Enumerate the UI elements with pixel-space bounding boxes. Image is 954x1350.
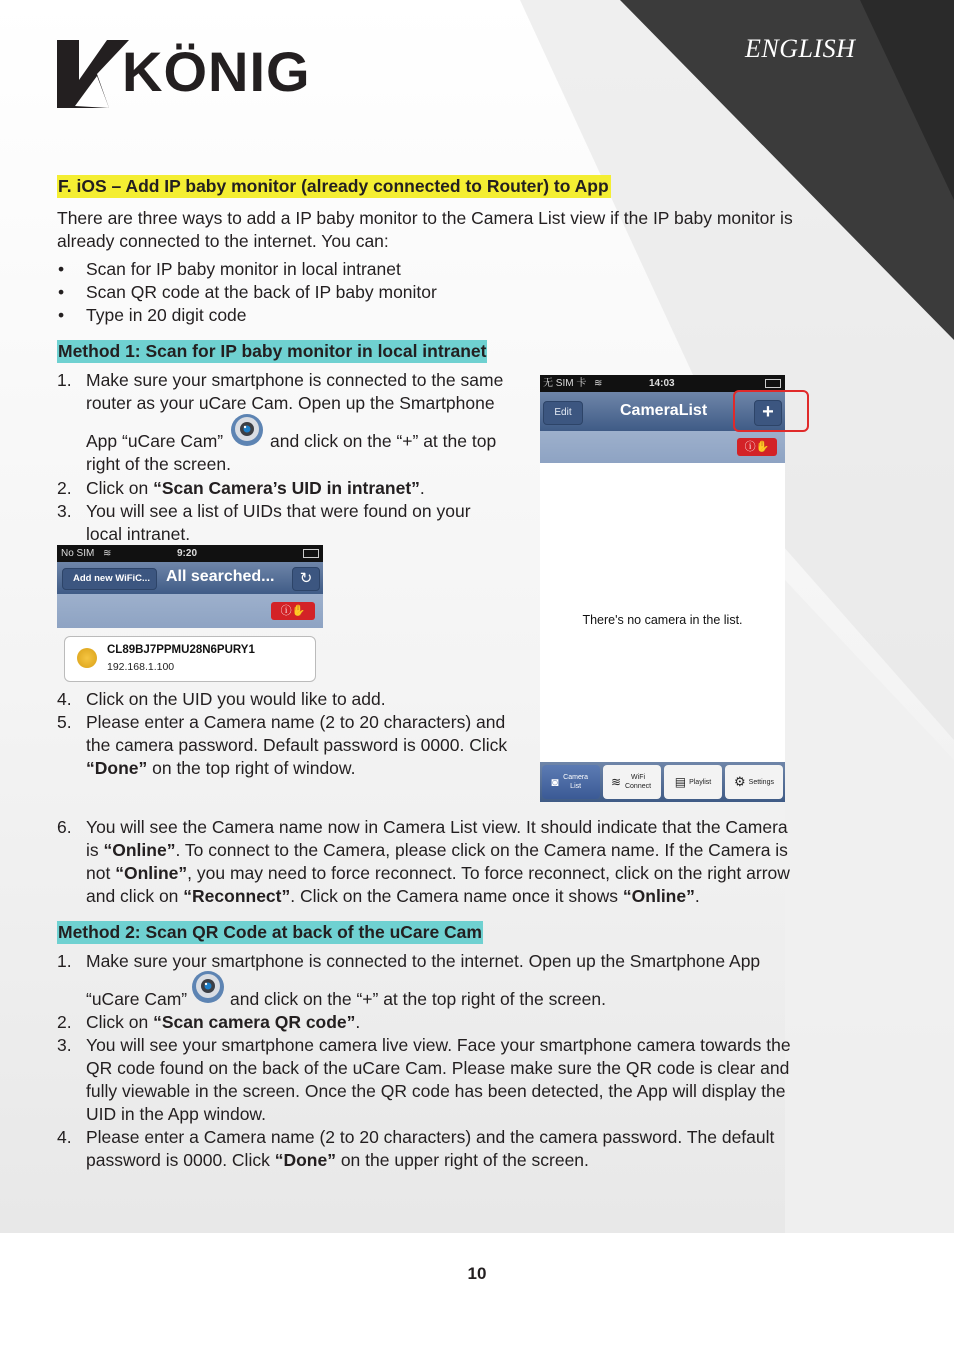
step-text-bold: “Scan camera QR code” — [153, 1012, 356, 1032]
edit-button[interactable] — [543, 401, 583, 425]
ip-text: 192.168.1.100 — [107, 661, 175, 673]
refresh-icon: ↻ — [299, 570, 313, 587]
step-number: 1. — [57, 370, 72, 390]
tab-label: Playlist — [689, 778, 712, 786]
step-text-part: . Click on the Camera name once it shows — [290, 886, 623, 906]
step-number: 4. — [57, 689, 72, 709]
tab-playlist[interactable] — [664, 765, 722, 799]
step-text-bold: “Scan Camera’s UID in intranet” — [153, 478, 420, 498]
alert-badge[interactable] — [737, 438, 777, 456]
empty-list-message: There's no camera in the list. — [582, 613, 743, 627]
step-text: right of the screen. — [86, 454, 231, 474]
step-text — [86, 862, 790, 885]
cameralist-screenshot — [540, 375, 785, 802]
footer-band — [0, 1233, 954, 1350]
step-text — [86, 839, 788, 862]
carrier-label: 无 SIM 卡 — [543, 378, 587, 389]
step-text-part: , you may need to force reconnect. To force reconnect, click on the right arrow — [187, 863, 790, 883]
toolbar-strip — [57, 594, 323, 628]
step-text: Click on the UID you would like to add. — [86, 689, 386, 709]
step-text: UID in the App window. — [86, 1104, 266, 1124]
step-text-part: and click on — [86, 886, 184, 906]
time-label: 9:20 — [177, 548, 198, 559]
brand-wordmark: KÖNIG — [122, 40, 311, 103]
step-text-bold: “Done” — [86, 758, 148, 778]
step-text-bold: “Online” — [622, 886, 695, 906]
tab-camera-list[interactable] — [542, 765, 600, 799]
bullet-item: Scan for IP baby monitor in local intranet — [86, 259, 401, 279]
tab-label: WiFi Connect — [624, 774, 652, 790]
step-number: 2. — [57, 1012, 72, 1032]
step-text — [86, 430, 223, 453]
back-button-label: Add new WiFiC... — [73, 573, 150, 584]
info-icon: ⓘ✋ — [280, 605, 306, 617]
add-button-label: + — [762, 401, 774, 423]
nav-title: CameraList — [620, 402, 708, 419]
playlist-icon: ▤ — [674, 775, 687, 789]
tab-label: Settings — [748, 778, 774, 786]
ucare-cam-icon — [191, 970, 225, 1009]
step-text-bold: “Online” — [115, 863, 188, 883]
step-text: Please enter a Camera name (2 to 20 characters) and the camera password. The default — [86, 1127, 775, 1147]
tab-bar — [540, 762, 785, 802]
step-text-part: password is 0000. Click — [86, 1150, 275, 1170]
info-icon: ⓘ✋ — [744, 441, 770, 453]
bullet-item: Scan QR code at the back of IP baby monitor — [86, 282, 437, 302]
step-text: QR code found on the back of the uCare Cam. Please make sure the QR code is clear and — [86, 1058, 790, 1078]
step-number: 2. — [57, 478, 72, 498]
step-text-part: . To connect to the Camera, please click on the Camera name. If the Camera is — [175, 840, 788, 860]
battery-icon — [303, 549, 319, 558]
intro-line-2: already connected to the internet. You can: — [57, 231, 389, 251]
add-button-highlight — [733, 390, 809, 432]
step-text: fully viewable in the screen. Once the QR code has been detected, the App will display the — [86, 1081, 786, 1101]
step-text: and click on the “+” at the top right of the screen. — [230, 989, 606, 1009]
step-number: 6. — [57, 817, 72, 837]
edit-button-label: Edit — [554, 407, 572, 418]
step-text-bold: “Online” — [103, 840, 176, 860]
step-text-part: not — [86, 863, 116, 883]
battery-icon — [765, 379, 781, 388]
step-text — [86, 1149, 589, 1172]
bullet-dot: • — [58, 282, 65, 302]
step-text-bold: “Reconnect” — [183, 886, 291, 906]
time-label: 14:03 — [649, 378, 675, 389]
step-number: 4. — [57, 1127, 72, 1147]
back-button[interactable] — [62, 568, 157, 590]
step-text: Make sure your smartphone is connected to the same — [86, 370, 504, 390]
step-text: local intranet. — [86, 524, 191, 544]
intro-line-1: There are three ways to add a IP baby monitor to the Camera List view if the IP baby monitor is — [57, 208, 793, 228]
language-label: ENGLISH — [745, 34, 856, 63]
step-text-part: Click on — [86, 478, 154, 498]
step-text — [86, 885, 700, 908]
step-text: Make sure your smartphone is connected to the internet. Open up the Smartphone App — [86, 951, 761, 971]
wifi-icon: ≋ — [594, 378, 603, 389]
toolbar-strip — [540, 431, 785, 463]
step-text: router as your uCare Cam. Open up the Smartphone — [86, 393, 495, 413]
tab-wifi-connect[interactable] — [603, 765, 661, 799]
step-text-part: is — [86, 840, 104, 860]
step-text: You will see the Camera name now in Camera List view. It should indicate that the Camera — [86, 817, 788, 837]
step-text — [86, 1011, 360, 1034]
method-1-title: Method 1: Scan for IP baby monitor in local intranet — [58, 341, 487, 361]
step-text-part: on the top right of window. — [147, 758, 356, 778]
camera-icon: ◙ — [551, 775, 559, 789]
ucare-cam-icon — [230, 413, 264, 452]
bullet-item: Type in 20 digit code — [86, 305, 247, 325]
step-number: 3. — [57, 501, 72, 521]
step-number: 5. — [57, 712, 72, 732]
nav-title: All searched... — [166, 568, 275, 585]
step-text — [86, 757, 355, 780]
method-2-title: Method 2: Scan QR Code at back of the uCare Cam — [58, 922, 482, 942]
gear-icon: ⚙ — [734, 774, 746, 789]
section-f-title: F. iOS – Add IP baby monitor (already connected to Router) to App — [58, 176, 609, 196]
camera-status-icon — [77, 648, 97, 668]
alert-badge[interactable] — [271, 602, 315, 620]
uid-list-item[interactable] — [64, 636, 316, 682]
step-text-bold: “Done” — [274, 1150, 336, 1170]
tab-label: Camera List — [563, 774, 589, 790]
step-text-part: . — [355, 1012, 361, 1032]
step-text-part: on the upper right of the screen. — [335, 1150, 589, 1170]
step-text: You will see your smartphone camera live view. Face your smartphone camera towards the — [86, 1035, 791, 1055]
bullet-dot: • — [58, 259, 65, 279]
page-number: 10 — [467, 1264, 487, 1283]
step-text: “uCare Cam” — [86, 989, 188, 1009]
step-number: 1. — [57, 951, 72, 971]
wifi-icon: ≋ — [610, 775, 622, 789]
step-text-part: App “uCare Cam” — [86, 431, 224, 451]
uid-text: CL89BJ7PPMU28N6PURY1 — [107, 644, 255, 656]
tab-settings[interactable] — [725, 765, 783, 799]
bullet-dot: • — [58, 305, 65, 325]
nav-bar — [57, 562, 323, 594]
step-text — [86, 477, 425, 500]
step-text: and click on the “+” at the top — [270, 431, 497, 451]
step-text-part: . — [419, 478, 425, 498]
carrier-label: No SIM — [61, 548, 95, 559]
step-number: 3. — [57, 1035, 72, 1055]
step-text-part: Click on — [86, 1012, 154, 1032]
status-bar — [57, 545, 323, 562]
step-text-part: . — [694, 886, 700, 906]
step-text: You will see a list of UIDs that were found on your — [86, 501, 471, 521]
refresh-button[interactable] — [292, 567, 320, 591]
step-text: Please enter a Camera name (2 to 20 characters) and — [86, 712, 506, 732]
wifi-icon: ≋ — [103, 548, 112, 559]
step-text: the camera password. Default password is 0000. Click — [86, 735, 508, 755]
